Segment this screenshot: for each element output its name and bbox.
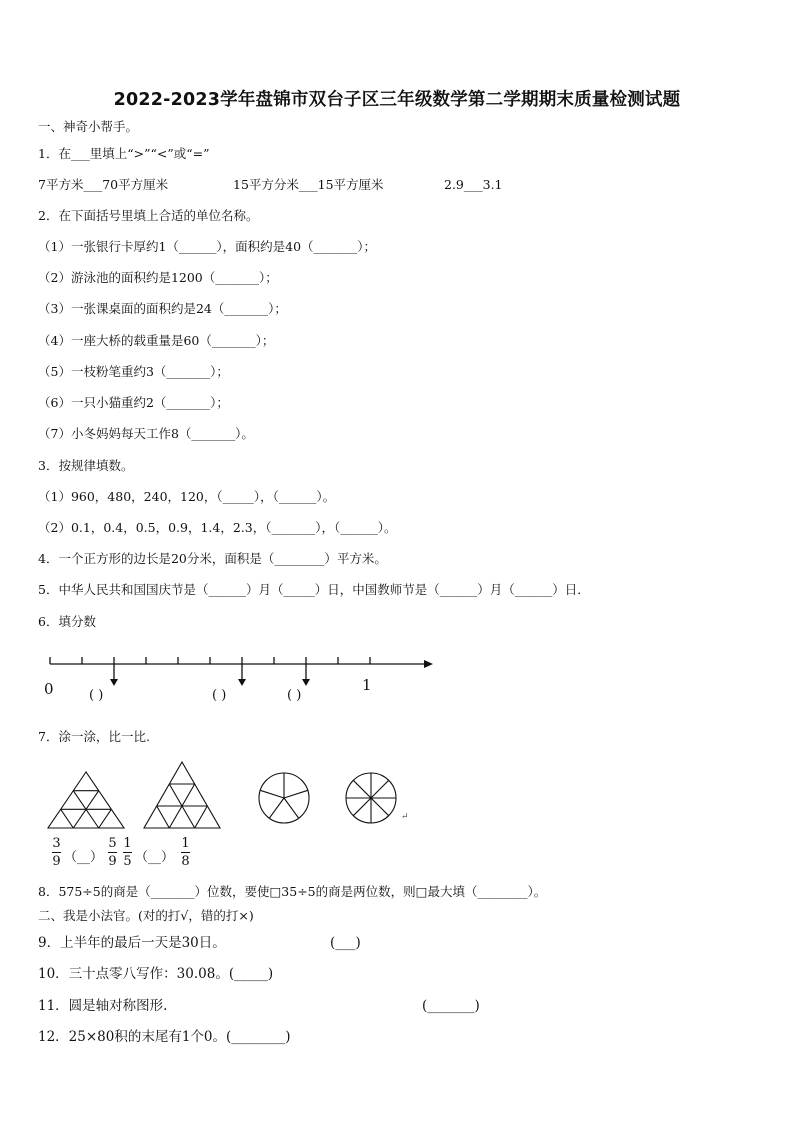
compare-blank-1: （__） (64, 850, 104, 865)
question-5: 5．中华人民共和国国庆节是（______）月（_____）日，中国教师节是（______）月（______）日． (38, 582, 590, 597)
question-6-stem: 6．填分数 (38, 614, 96, 629)
question-2-item: （3）一张课桌面的面积约是24（_______）； (38, 301, 287, 316)
fraction-1-8 (181, 836, 190, 869)
number-line-one: 1 (362, 676, 372, 694)
question-1-stem: 1．在___里填上“>”“<”或“=” (38, 146, 210, 161)
question-2-item: （2）游泳池的面积约是1200（_______）； (38, 270, 278, 285)
page-title: 2022-2023学年盘锦市双台子区三年级数学第二学期期末质量检测试题 (113, 90, 681, 110)
question-2-stem: 2．在下面括号里填上合适的单位名称。 (38, 208, 259, 223)
section-heading-2: 二、我是小法官。(对的打√，错的打×) (38, 908, 254, 923)
fraction-numerator: 5 (108, 836, 117, 851)
question-1-part-b: 15平方分米___15平方厘米 (233, 177, 384, 192)
question-3-item: （1）960，480，240，120，（_____），（______）。 (38, 489, 336, 504)
answer-paren-1: ( ) (89, 688, 104, 703)
question-7-stem: 7．涂一涂，比一比. (38, 729, 150, 744)
question-9: 9．上半年的最后一天是30日。 (38, 935, 226, 951)
question-3-stem: 3．按规律填数。 (38, 458, 134, 473)
number-line-zero: 0 (44, 680, 54, 698)
number-line (40, 645, 440, 693)
fraction-numerator: 1 (181, 836, 190, 851)
question-10: 10．三十点零八写作：30.08。(_____) (38, 966, 274, 982)
fraction-denominator: 9 (52, 854, 61, 869)
fraction-numerator: 1 (123, 836, 132, 851)
question-9-answer: (___) (330, 935, 361, 951)
question-2-item: （5）一枝粉笔重约3（_______）； (38, 364, 229, 379)
question-2-item: （6）一只小猫重约2（_______）； (38, 395, 229, 410)
circle-eight-parts (343, 770, 399, 826)
question-1-part-c: 2.9___3.1 (444, 177, 503, 192)
question-1-part-a: 7平方米___70平方厘米 (38, 177, 169, 192)
circle-five-parts (256, 770, 312, 826)
fraction-numerator: 3 (52, 836, 61, 851)
triangle-grid-figure-2 (142, 760, 222, 830)
compare-blank-2: （__） (135, 850, 175, 865)
question-11-answer: (_______) (422, 998, 480, 1014)
triangle-grid-figure-1 (46, 770, 126, 830)
answer-paren-2: ( ) (212, 688, 227, 703)
question-3-item: （2）0.1，0.4，0.5，0.9，1.4，2.3，（_______），（______）。 (38, 520, 397, 535)
paragraph-mark: ↵ (401, 812, 409, 822)
fraction-denominator: 8 (181, 854, 190, 869)
answer-paren-3: ( ) (287, 688, 302, 703)
fraction-3-9 (52, 836, 61, 869)
question-8: 8．575÷5的商是（_______）位数，要使□35÷5的商是两位数，则□最大填（________）。 (38, 884, 547, 899)
question-11: 11．圆是轴对称图形. (38, 998, 168, 1014)
fraction-denominator: 9 (108, 854, 117, 869)
question-12: 12．25×80积的末尾有1个0。(________) (38, 1029, 291, 1045)
question-4: 4．一个正方形的边长是20分米，面积是（________）平方米。 (38, 551, 387, 566)
section-heading-1: 一、神奇小帮手。 (38, 119, 139, 134)
question-2-item: （7）小冬妈妈每天工作8（_______）。 (38, 426, 254, 441)
axis-arrowhead (424, 660, 433, 668)
question-2-item: （1）一张银行卡厚约1（______），面积约是40（_______）； (38, 239, 377, 254)
question-2-item: （4）一座大桥的载重量是60（_______）； (38, 333, 275, 348)
fraction-1-5 (123, 836, 132, 869)
fraction-5-9 (108, 836, 117, 869)
fraction-denominator: 5 (123, 854, 132, 869)
number-line-ticks (50, 657, 370, 664)
